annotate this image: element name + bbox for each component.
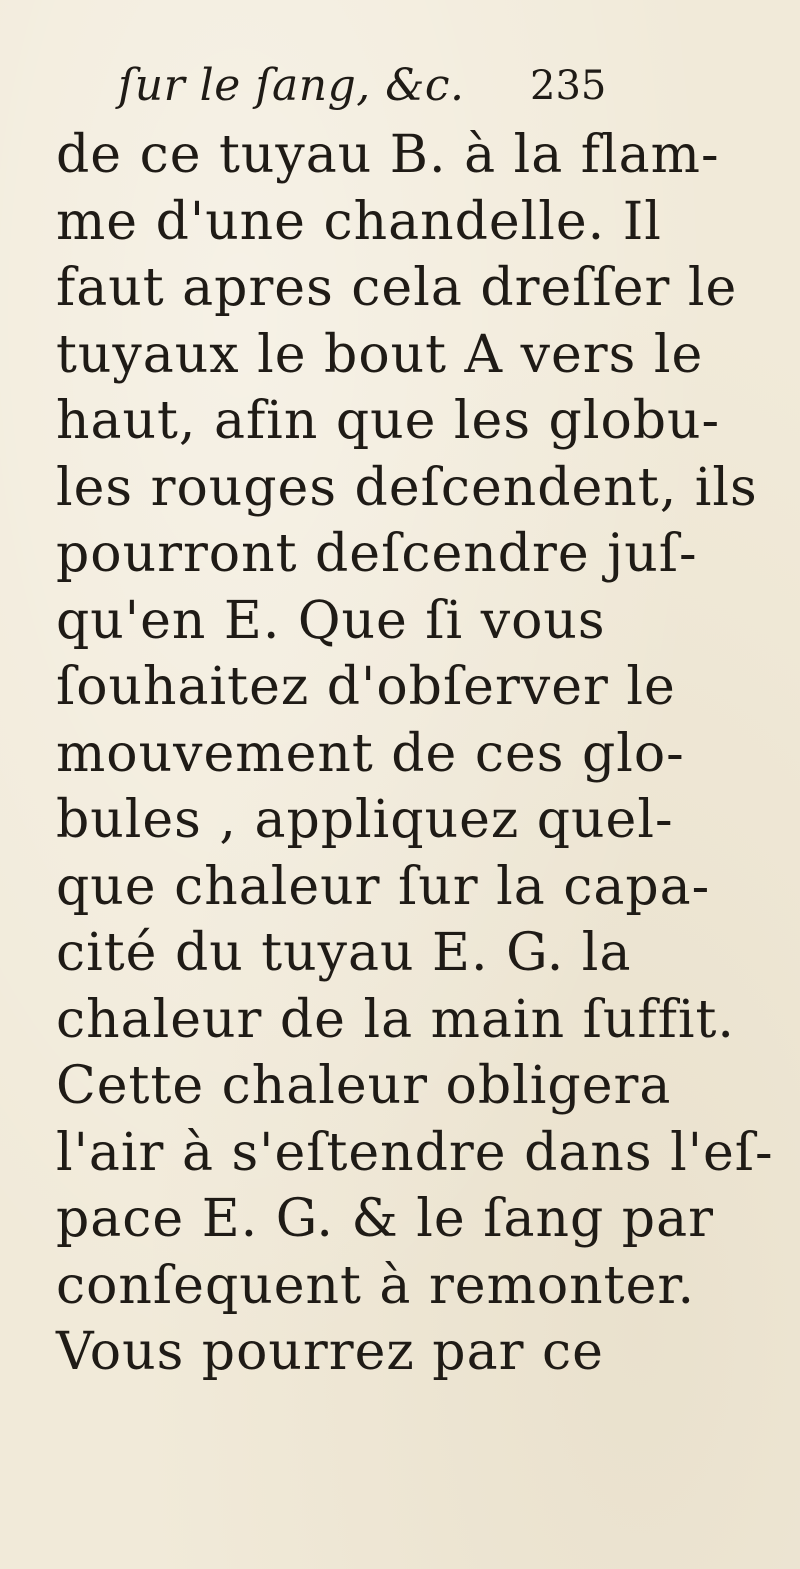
text-line: conſequent à remonter.: [56, 1255, 696, 1316]
body-text: [56, 122, 792, 1386]
text-line: faut apres cela dreſſer le: [56, 258, 738, 318]
text-line: haut, afin que les globu-: [56, 391, 721, 451]
text-line: de ce tuyau B. à la flam-: [56, 125, 720, 185]
text-line: mouvement de ces glo-: [56, 723, 685, 784]
text-line: les rouges deſcendent, ils: [56, 457, 758, 518]
text-line: pace E. G. & le ſang par: [56, 1189, 714, 1249]
running-head: [118, 58, 607, 114]
text-line: Cette chaleur obligera: [56, 1056, 672, 1116]
running-head-title: ſur le ſang, &c.: [118, 60, 465, 111]
text-line: que chaleur ſur la capa-: [56, 856, 711, 917]
text-line: chaleur de la main ſuffit.: [56, 989, 735, 1050]
text-line: pourront deſcendre juſ-: [56, 524, 698, 584]
text-line: qu'en E. Que ſi vous: [56, 590, 606, 651]
text-line: l'air à s'eſtendre dans l'eſ-: [56, 1122, 774, 1183]
text-line: bules , appliquez quel-: [56, 790, 674, 850]
text-line: ſouhaitez d'obſerver le: [56, 657, 676, 717]
text-line: Vous pourrez par ce: [56, 1322, 604, 1382]
text-line: me d'une chandelle. Il: [56, 191, 662, 252]
text-line: tuyaux le bout A vers le: [56, 324, 704, 385]
text-line: cité du tuyau E. G. la: [56, 923, 632, 983]
page-number: 235: [530, 63, 607, 109]
